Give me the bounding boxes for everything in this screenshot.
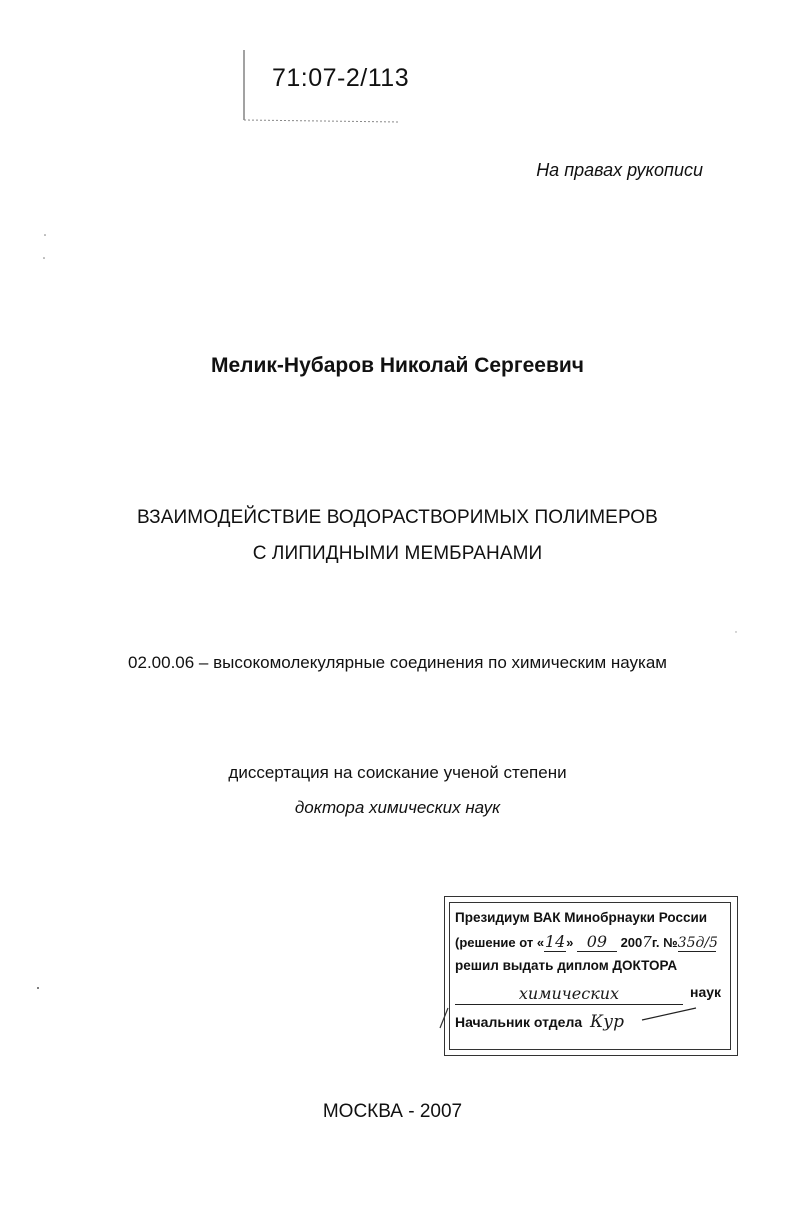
degree-line-1: диссертация на соискание ученой степени bbox=[228, 763, 567, 782]
city-year: МОСКВА - 2007 bbox=[322, 1101, 463, 1122]
rights-note: На правах рукописи bbox=[536, 160, 703, 180]
stamp-presidium: Президиум ВАК Минобрнауки России bbox=[455, 910, 708, 925]
science-word: наук bbox=[690, 984, 722, 1000]
decision-day: 14 bbox=[544, 932, 566, 951]
decision-number-prefix: г. № bbox=[651, 935, 678, 950]
decision-month: 09 bbox=[577, 932, 617, 952]
stamp-decision bbox=[455, 932, 716, 952]
decision-number: 35д/5 bbox=[677, 935, 718, 951]
speck bbox=[43, 257, 45, 259]
decision-mid: » bbox=[566, 935, 574, 950]
document-code: 71:07-2/113 bbox=[272, 64, 410, 92]
title-line-1: ВЗАИМОДЕЙСТВИЕ ВОДОРАСТВОРИМЫХ ПОЛИМЕРОВ bbox=[137, 507, 658, 528]
signature-stroke bbox=[640, 1006, 700, 1026]
author-name: Мелик-Нубаров Николай Сергеевич bbox=[211, 354, 584, 377]
science-field: химических bbox=[455, 984, 683, 1005]
decision-year-prefix: 200 bbox=[620, 935, 643, 950]
title-line-2: С ЛИПИДНЫМИ МЕМБРАНАМИ bbox=[252, 543, 543, 564]
speck bbox=[37, 987, 39, 989]
frame-bottom-line bbox=[244, 120, 400, 122]
stamp-head bbox=[455, 1012, 624, 1032]
degree-line-2: доктора химических наук bbox=[294, 798, 501, 817]
speck bbox=[44, 234, 46, 236]
decision-year-digit: 7 bbox=[642, 933, 652, 951]
head-signature: Кур bbox=[590, 1012, 624, 1032]
stamp-granted: решил выдать диплом ДОКТОРА bbox=[455, 958, 678, 973]
specialty: 02.00.06 – высокомолекулярные соединения по химическим наукам bbox=[128, 653, 667, 672]
speck bbox=[735, 631, 736, 632]
decision-prefix: (решение от « bbox=[455, 935, 545, 950]
head-label: Начальник отдела bbox=[455, 1014, 583, 1030]
